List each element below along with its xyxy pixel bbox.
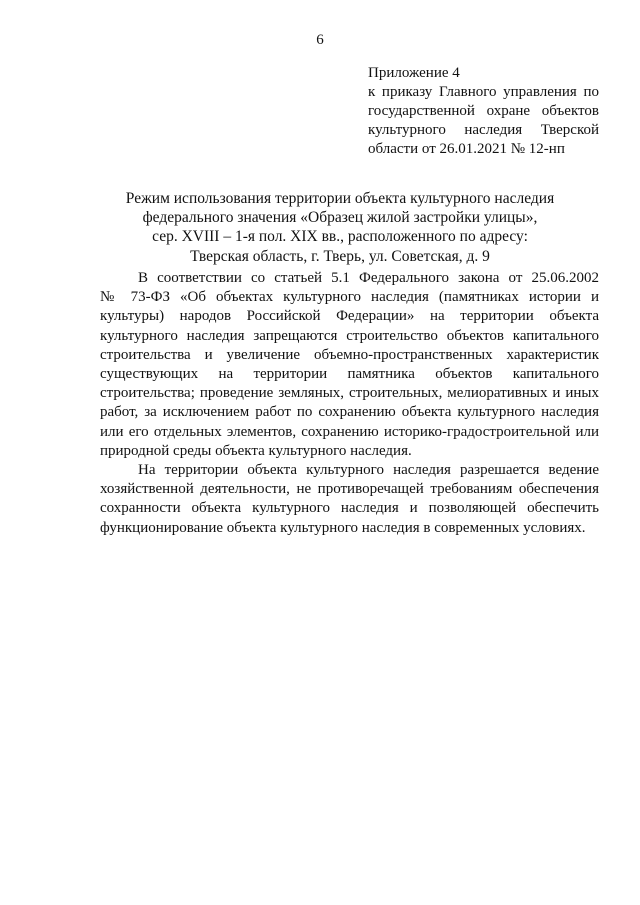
paragraph-line: функционирование объекта культурного наследия в современных условиях. bbox=[100, 519, 586, 536]
document-body bbox=[100, 269, 599, 538]
title-line: федерального значения «Образец жилой застройки улицы», bbox=[142, 209, 538, 227]
paragraph-line: строительства и увеличение объемно-пространственных характеристик bbox=[100, 346, 599, 363]
paragraph-line: В соответствии со статьей 5.1 Федерального закона от 25.06.2002 bbox=[138, 270, 599, 286]
paragraph-2 bbox=[100, 461, 599, 538]
document-title bbox=[100, 189, 580, 266]
paragraph-line: работ, за исключением работ по сохранению объекта культурного наследия bbox=[100, 404, 599, 421]
appendix-block bbox=[368, 64, 599, 159]
paragraph-line: сохранности объекта культурного наследия и позволяющей обеспечить bbox=[100, 500, 599, 517]
title-line: сер. XVIII – 1-я пол. XIX вв., расположенного по адресу: bbox=[152, 228, 528, 246]
appendix-line: государственной охране объектов bbox=[368, 103, 599, 119]
appendix-line: к приказу Главного управления по bbox=[368, 84, 599, 100]
paragraph-line: существующих на территории памятника объектов капитального bbox=[100, 366, 599, 383]
paragraph-line: строительства; проведение земляных, строительных, мелиоративных и иных bbox=[100, 385, 599, 402]
paragraph-line: культуры) народов Российской Федерации» на территории объекта bbox=[100, 308, 599, 325]
appendix-line: области от 26.01.2021 № 12-нп bbox=[368, 141, 565, 157]
paragraph-line: На территории объекта культурного наследия разрешается ведение bbox=[138, 462, 599, 479]
paragraph-line: культурного наследия запрещаются строительство объектов капитального bbox=[100, 327, 599, 344]
paragraph-line: № 73-ФЗ «Об объектах культурного наследия (памятниках истории и bbox=[100, 289, 599, 306]
paragraph-line: природной среды объекта культурного наследия. bbox=[100, 442, 412, 459]
paragraph-line: хозяйственной деятельности, не противоречащей требованиям обеспечения bbox=[100, 481, 599, 498]
title-line: Тверская область, г. Тверь, ул. Советская, д. 9 bbox=[190, 247, 490, 265]
appendix-line: культурного наследия Тверской bbox=[368, 122, 599, 138]
paragraph-1 bbox=[100, 269, 599, 461]
appendix-title: Приложение 4 bbox=[368, 65, 460, 81]
paragraph-line: или его отдельных элементов, сохранению историко-градостроительной или bbox=[100, 423, 599, 440]
page-number: 6 bbox=[316, 32, 324, 48]
title-line: Режим использования территории объекта культурного наследия bbox=[125, 190, 555, 207]
